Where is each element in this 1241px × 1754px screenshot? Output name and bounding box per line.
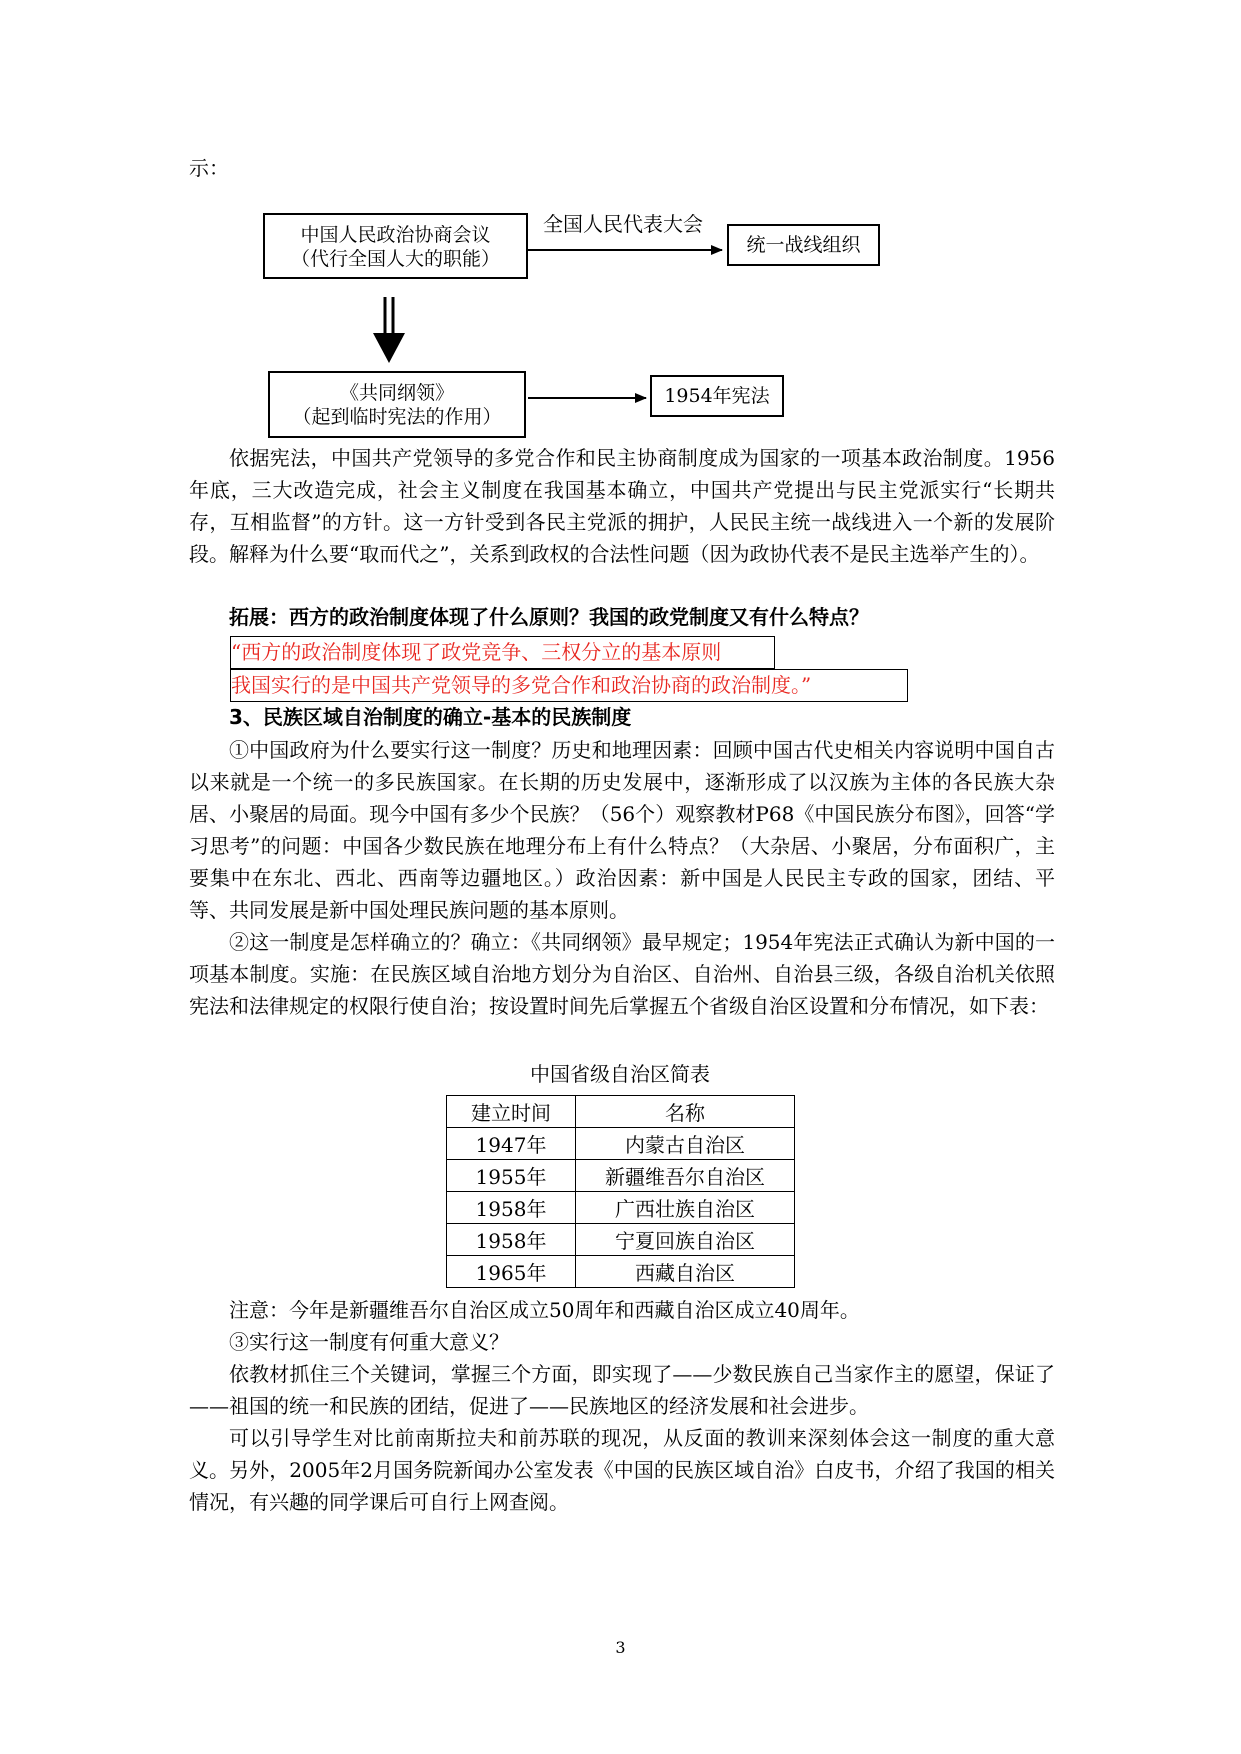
note-paragraph (189, 1294, 1055, 1518)
table-cell: 1947年 (447, 1128, 576, 1160)
paragraph-3 (189, 926, 1055, 1022)
common-program-box-line1: 《共同纲领》 (339, 382, 454, 404)
table-cell: 宁夏回族自治区 (576, 1224, 795, 1256)
intro-text: 示： (189, 156, 229, 180)
extension-answer-line2: 我国实行的是中国共产党领导的多党合作和政治协商的政治制度。” (230, 669, 908, 702)
paragraph-2-text: ①中国政府为什么要实行这一制度？历史和地理因素：回顾中国古代史相关内容说明中国自古以来就是一个统一的多民族国家。在长期的历史发展中，逐渐形成了以汉族为主体的各民族大杂居、小聚居的局面。现今中国有多少个民族？（56个）观察教材P68《中国民族分布图》，回答“学习思考”的问题：中国各少数民族在地理分布上有什么特点？（大杂居、小聚居，分布面积广，主要集中在东北、西北、西南等边疆地区。）政治因素：新中国是人民民主专政的国家，团结、平等、共同发展是新中国处理民族问题的基本原则。 (189, 738, 1055, 922)
autonomous-regions-table (446, 1095, 795, 1288)
table-cell: 新疆维吾尔自治区 (576, 1160, 795, 1192)
diagram-arrows (0, 0, 1241, 460)
cppcc-box-line2: （代行全国人大的职能） (290, 248, 500, 270)
extension-answer-line1: “西方的政治制度体现了政党竞争、三权分立的基本原则 (230, 636, 775, 669)
section-3-heading: 3、民族区域自治制度的确立-基本的民族制度 (229, 705, 632, 729)
table-header-cell: 建立时间 (447, 1096, 576, 1128)
page-number: 3 (615, 1638, 626, 1657)
paragraph-5-text: 依教材抓住三个关键词，掌握三个方面，即实现了——少数民族自己当家作主的愿望，保证了——祖国的统一和民族的团结，促进了——民族地区的经济发展和社会进步。 (189, 1362, 1055, 1418)
paragraph-2 (189, 734, 1055, 926)
table-cell: 1958年 (447, 1224, 576, 1256)
united-front-box: 统一战线组织 (727, 224, 880, 266)
table-header-cell: 名称 (576, 1096, 795, 1128)
paragraph-1 (189, 442, 1055, 570)
constitution-1954-box: 1954年宪法 (650, 375, 784, 417)
table-caption: 中国省级自治区简表 (530, 1062, 710, 1086)
table-cell: 西藏自治区 (576, 1256, 795, 1288)
table-row (447, 1192, 795, 1224)
common-program-box-line2: （起到临时宪法的作用） (292, 406, 502, 428)
table-cell: 广西壮族自治区 (576, 1192, 795, 1224)
note-text: 注意：今年是新疆维吾尔自治区成立50周年和西藏自治区成立40周年。 (229, 1298, 860, 1322)
table-header-row (447, 1096, 795, 1128)
table-row (447, 1128, 795, 1160)
table-cell: 1958年 (447, 1192, 576, 1224)
table-cell: 内蒙古自治区 (576, 1128, 795, 1160)
double-arrow-down-icon (373, 297, 405, 363)
cppcc-box-line1: 中国人民政治协商会议 (300, 224, 491, 246)
paragraph-6-text: 可以引导学生对比前南斯拉夫和前苏联的现况，从反面的教训来深刻体会这一制度的重大意义。另外，2005年2月国务院新闻办公室发表《中国的民族区域自治》白皮书，介绍了我国的相关情况，有兴趣的同学课后可自行上网查阅。 (189, 1426, 1055, 1514)
arrow-label: 全国人民代表大会 (543, 212, 703, 236)
paragraph-1-text: 依据宪法，中国共产党领导的多党合作和民主协商制度成为国家的一项基本政治制度。1956年底，三大改造完成，社会主义制度在我国基本确立，中国共产党提出与民主党派实行“长期共存，互相监督”的方针。这一方针受到各民主党派的拥护，人民民主统一战线进入一个新的发展阶段。解释为什么要“取而代之”，关系到政权的合法性问题（因为政协代表不是民主选举产生的）。 (189, 446, 1055, 566)
table-row (447, 1256, 795, 1288)
extension-question: 拓展：西方的政治制度体现了什么原则？我国的政党制度又有什么特点？ (229, 605, 869, 629)
paragraph-4-text: ③实行这一制度有何重大意义？ (229, 1330, 509, 1354)
table-row (447, 1160, 795, 1192)
table-cell: 1965年 (447, 1256, 576, 1288)
paragraph-3-text: ②这一制度是怎样确立的？确立：《共同纲领》最早规定；1954年宪法正式确认为新中国的一项基本制度。实施：在民族区域自治地方划分为自治区、自治州、自治县三级，各级自治机关依照宪法和法律规定的权限行使自治；按设置时间先后掌握五个省级自治区设置和分布情况，如下表： (189, 930, 1055, 1018)
table-cell: 1955年 (447, 1160, 576, 1192)
table-row (447, 1224, 795, 1256)
